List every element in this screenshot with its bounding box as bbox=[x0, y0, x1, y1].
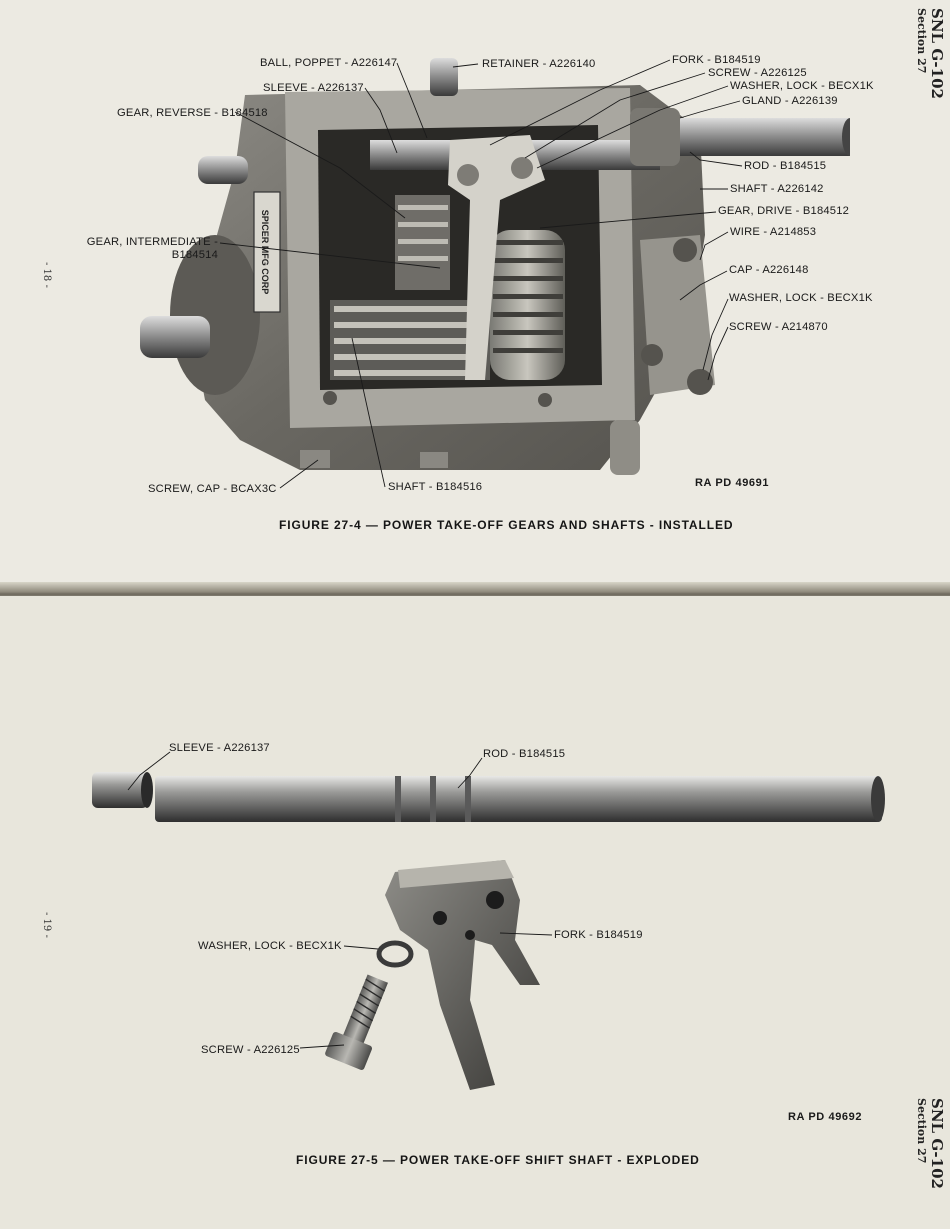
label-gear-intermediate-line1: GEAR, INTERMEDIATE - bbox=[86, 236, 218, 248]
label-gear-reverse: GEAR, REVERSE - B184518 bbox=[117, 107, 268, 119]
header-title-bottom: SNL G-102 bbox=[928, 1098, 946, 1189]
label-fork: FORK - B184519 bbox=[672, 54, 761, 66]
label-wire: WIRE - A214853 bbox=[730, 226, 817, 238]
label-sleeve-exploded: SLEEVE - A226137 bbox=[169, 742, 270, 754]
label-rod-exploded: ROD - B184515 bbox=[483, 748, 566, 760]
label-screw-2: SCREW - A214870 bbox=[729, 321, 828, 333]
header-bottom bbox=[915, 1098, 946, 1189]
label-fork-exploded: FORK - B184519 bbox=[554, 929, 643, 941]
ra-number-bottom: RA PD 49692 bbox=[788, 1111, 863, 1123]
label-screw-cap: SCREW, CAP - BCAX3C bbox=[148, 483, 277, 495]
label-gland: GLAND - A226139 bbox=[742, 95, 838, 107]
nameplate-text: SPICER MFG CORP bbox=[260, 209, 270, 295]
label-washer-lock-2: WASHER, LOCK - BECX1K bbox=[729, 292, 873, 304]
label-ball-poppet: BALL, POPPET - A226147 bbox=[260, 57, 398, 69]
label-gear-drive: GEAR, DRIVE - B184512 bbox=[718, 205, 850, 217]
header-top bbox=[915, 8, 946, 99]
label-retainer: RETAINER - A226140 bbox=[482, 58, 596, 70]
label-screw-exploded: SCREW - A226125 bbox=[201, 1044, 300, 1056]
ra-number-top: RA PD 49691 bbox=[695, 477, 770, 489]
label-gear-intermediate-line2: B184514 bbox=[171, 249, 218, 261]
figure-27-5-caption: FIGURE 27-5 — POWER TAKE-OFF SHIFT SHAFT - EXPLODED bbox=[296, 1153, 700, 1167]
header-section-bottom: Section 27 bbox=[915, 1098, 928, 1164]
label-washer-lock-exploded: WASHER, LOCK - BECX1K bbox=[198, 940, 342, 952]
label-shaft-b: SHAFT - B184516 bbox=[388, 481, 483, 493]
header-section: Section 27 bbox=[915, 8, 928, 74]
label-gear-intermediate bbox=[84, 236, 218, 262]
header-title: SNL G-102 bbox=[928, 8, 946, 99]
page-number-top: - 18 - bbox=[41, 262, 52, 288]
label-sleeve: SLEEVE - A226137 bbox=[263, 82, 364, 94]
page-number-bottom: - 19 - bbox=[41, 912, 52, 938]
label-cap: CAP - A226148 bbox=[729, 264, 809, 276]
figure-27-4-caption: FIGURE 27-4 — POWER TAKE-OFF GEARS AND SHAFTS - INSTALLED bbox=[279, 518, 734, 532]
label-washer-lock: WASHER, LOCK - BECX1K bbox=[730, 80, 874, 92]
label-screw: SCREW - A226125 bbox=[708, 67, 807, 79]
label-shaft: SHAFT - A226142 bbox=[730, 183, 824, 195]
label-rod: ROD - B184515 bbox=[744, 160, 827, 172]
